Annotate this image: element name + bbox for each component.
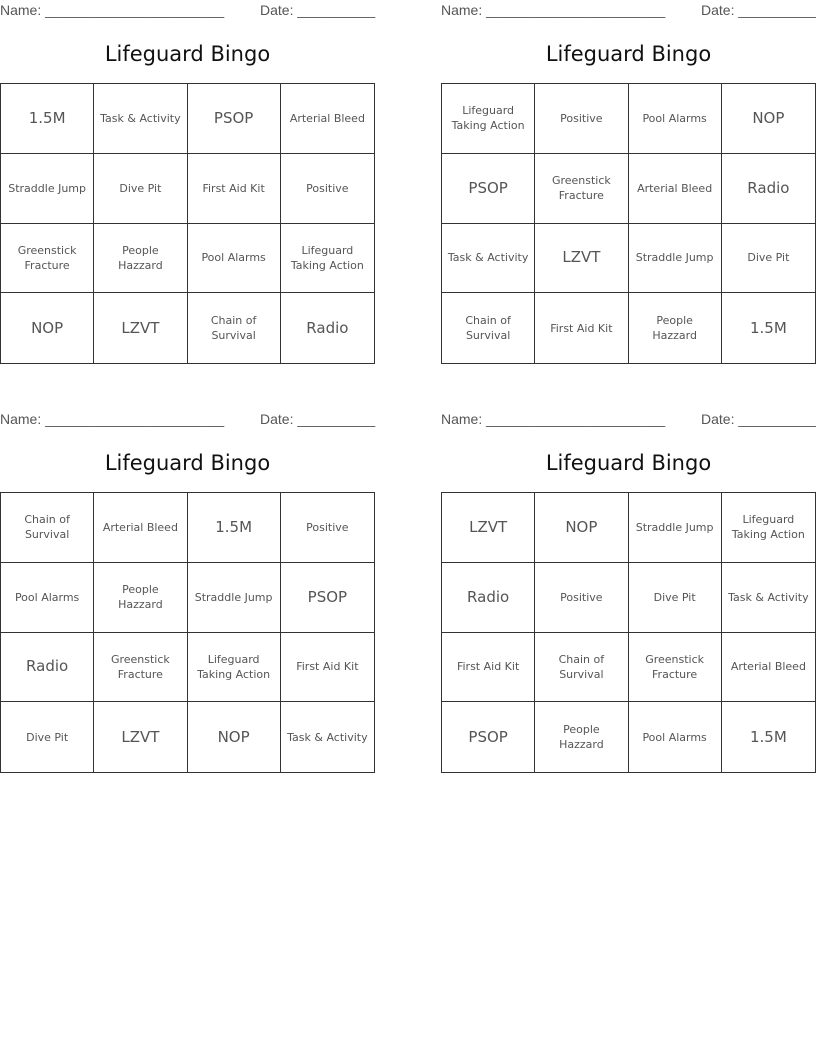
card-title: Lifeguard Bingo [545,42,712,66]
bingo-cell: NOP [535,493,628,563]
bingo-cell: People Hazzard [535,702,628,772]
bingo-cell: 1.5M [749,318,787,337]
name-field: Name: _______________________ [441,411,666,427]
bingo-cell: First Aid Kit [281,633,374,703]
bingo-cell: Arterial Bleed [281,84,374,154]
bingo-cell: LZVT [535,224,628,294]
bingo-grid [0,492,375,773]
bingo-cell: Chain of Survival [442,293,535,363]
bingo-cell: Radio [722,154,815,224]
bingo-cell: First Aid Kit [442,633,535,703]
bingo-cell: Pool Alarms [629,702,722,772]
bingo-cell: Positive [281,493,374,563]
bingo-cell: Lifeguard Taking Action [442,84,535,154]
bingo-cell: People Hazzard [94,563,187,633]
bingo-grid [441,83,816,364]
bingo-cell: Dive Pit [629,563,722,633]
name-field: Name: _______________________ [0,411,225,427]
bingo-cell: Straddle Jump [629,224,722,294]
bingo-cell: Radio [1,633,94,703]
name-date-line [0,0,375,22]
bingo-cell: Dive Pit [1,702,94,772]
bingo-cell: Dive Pit [94,154,187,224]
bingo-cell: 1.5M [188,493,281,563]
bingo-cell: Straddle Jump [629,493,722,563]
bingo-cell: Dive Pit [722,224,815,294]
bingo-cell: PSOP [281,563,374,633]
bingo-cell: NOP [188,702,281,772]
bingo-cell: Straddle Jump [188,563,281,633]
bingo-cell: Lifeguard Taking Action [722,493,815,563]
name-field: Name: _______________________ [0,2,225,18]
bingo-cell: Greenstick Fracture [629,633,722,703]
bingo-cell: People Hazzard [94,224,187,294]
bingo-cell: 1.5M [749,727,787,746]
bingo-cell: NOP [1,293,94,363]
bingo-cell: PSOP [188,84,281,154]
bingo-card [441,0,816,343]
bingo-cell: Straddle Jump [1,154,94,224]
bingo-card [441,409,816,752]
bingo-cell: Greenstick Fracture [1,224,94,294]
bingo-cell: Arterial Bleed [629,154,722,224]
bingo-cell: Chain of Survival [1,493,94,563]
card-title: Lifeguard Bingo [104,451,271,475]
bingo-cell: People Hazzard [629,293,722,363]
bingo-card [0,0,376,343]
bingo-card [0,409,376,746]
bingo-cell: LZVT [94,702,187,772]
bingo-cell: Positive [535,84,628,154]
bingo-cell: NOP [722,84,815,154]
bingo-cell: 1.5M [1,84,94,154]
bingo-cell: First Aid Kit [535,293,628,363]
date-field: Date: __________ [260,411,376,427]
bingo-cell: Pool Alarms [1,563,94,633]
bingo-cell: Positive [281,154,374,224]
bingo-cell: PSOP [442,702,535,772]
bingo-cell: Lifeguard Taking Action [188,633,281,703]
bingo-cell: LZVT [442,493,535,563]
bingo-cell: Task & Activity [287,730,368,744]
name-date-line [0,409,375,431]
bingo-cell: Task & Activity [442,224,535,294]
bingo-cell: Chain of Survival [188,293,281,363]
bingo-cell: Pool Alarms [188,224,281,294]
bingo-grid [0,83,375,364]
date-field: Date: __________ [701,2,816,18]
name-date-line [441,409,816,431]
bingo-cell: First Aid Kit [188,154,281,224]
bingo-cell: Pool Alarms [629,84,722,154]
card-title: Lifeguard Bingo [104,42,271,66]
date-field: Date: __________ [260,2,376,18]
bingo-cell: Chain of Survival [535,633,628,703]
name-date-line [441,0,816,22]
bingo-cell: Greenstick Fracture [535,154,628,224]
bingo-cell: LZVT [94,293,187,363]
bingo-cell: Radio [306,318,349,337]
card-title: Lifeguard Bingo [545,451,712,475]
date-field: Date: __________ [701,411,816,427]
name-field: Name: _______________________ [441,2,666,18]
bingo-cell: Arterial Bleed [94,493,187,563]
bingo-cell: PSOP [442,154,535,224]
bingo-grid [441,492,816,773]
bingo-cell: Arterial Bleed [722,633,815,703]
bingo-cell: Radio [442,563,535,633]
bingo-cell: Greenstick Fracture [94,633,187,703]
bingo-cell: Task & Activity [722,563,815,633]
bingo-cell: Positive [535,563,628,633]
bingo-cell: Task & Activity [94,84,187,154]
bingo-cell: Lifeguard Taking Action [281,224,374,294]
